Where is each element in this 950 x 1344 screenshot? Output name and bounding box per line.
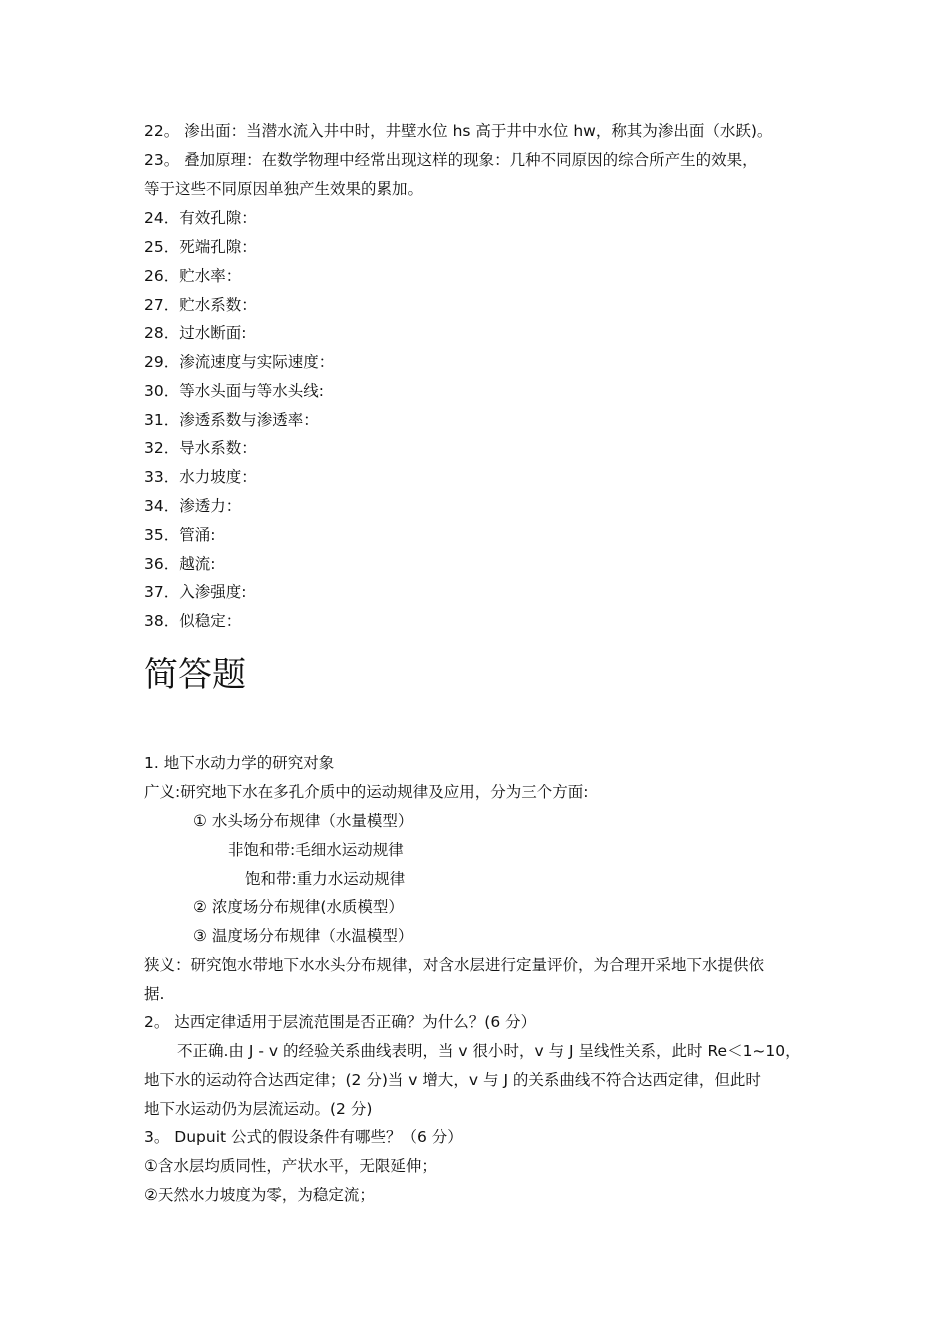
definition-line-28: 28．过水断面: (144, 324, 247, 342)
definition-line-23-continued: 等于这些不同原因单独产生效果的累加。 (144, 180, 424, 198)
definition-line-27: 27．贮水系数： (144, 296, 257, 314)
answer-1-item-temperature: ③ 温度场分布规律（水温模型） (193, 927, 414, 945)
definition-line-38: 38．似稳定： (144, 612, 242, 630)
definition-line-25: 25．死端孔隙： (144, 238, 257, 256)
answer-1-narrow: 狭义：研究饱水带地下水水头分布规律，对含水层进行定量评价，为合理开采地下水提供依 (144, 956, 765, 974)
answer-1-narrow-continued: 据. (144, 985, 165, 1003)
answer-1-title: 1. 地下水动力学的研究对象 (144, 754, 335, 772)
answer-1-broad: 广义:研究地下水在多孔介质中的运动规律及应用，分为三个方面: (144, 783, 589, 801)
answer-1-subitem-unsaturated: 非饱和带:毛细水运动规律 (228, 841, 404, 859)
definition-line-33: 33．水力坡度： (144, 468, 257, 486)
definition-line-30: 30．等水头面与等水头线: (144, 382, 324, 400)
definition-line-32: 32．导水系数： (144, 439, 257, 457)
definition-line-29: 29．渗流速度与实际速度： (144, 353, 335, 371)
definition-line-36: 36．越流: (144, 555, 216, 573)
definition-line-22: 22。 渗出面：当潜水流入井中时，井壁水位 hs 高于井中水位 hw，称其为渗出面（水跃)。 (144, 122, 773, 140)
answer-1-item-head-field: ① 水头场分布规律（水量模型） (193, 812, 414, 830)
definition-line-31: 31．渗透系数与渗透率： (144, 411, 319, 429)
answer-2-title: 2。 达西定律适用于层流范围是否正确？为什么？(6 分） (144, 1013, 537, 1031)
definition-line-34: 34．渗透力： (144, 497, 242, 515)
definition-line-23: 23。 叠加原理：在数学物理中经常出现这样的现象：几种不同原因的综合所产生的效果， (144, 151, 758, 169)
definition-line-24: 24．有效孔隙： (144, 209, 257, 227)
definition-line-37: 37．入渗强度: (144, 583, 247, 601)
answer-3-item-2: ②天然水力坡度为零，为稳定流； (144, 1186, 375, 1204)
answer-3-item-1: ①含水层均质同性，产状水平，无限延伸； (144, 1157, 437, 1175)
answer-2-body-3: 地下水运动仍为层流运动。(2 分) (144, 1100, 373, 1118)
definition-line-26: 26．贮水率： (144, 267, 242, 285)
section-heading: 简答题 (144, 655, 246, 695)
answer-2-body-2: 地下水的运动符合达西定律；(2 分)当 v 增大，v 与 J 的关系曲线不符合达西定律，但此时 (144, 1071, 761, 1089)
definition-line-35: 35．管涌: (144, 526, 216, 544)
answer-1-subitem-saturated: 饱和带:重力水运动规律 (245, 870, 406, 888)
answer-2-body-1: 不正确.由 J - v 的经验关系曲线表明，当 v 很小时，v 与 J 呈线性关系，此时 Re＜1~10， (177, 1042, 801, 1060)
answer-3-title: 3。 Dupuit 公式的假设条件有哪些？（6 分） (144, 1128, 463, 1146)
answer-1-item-concentration: ② 浓度场分布规律(水质模型） (193, 898, 404, 916)
